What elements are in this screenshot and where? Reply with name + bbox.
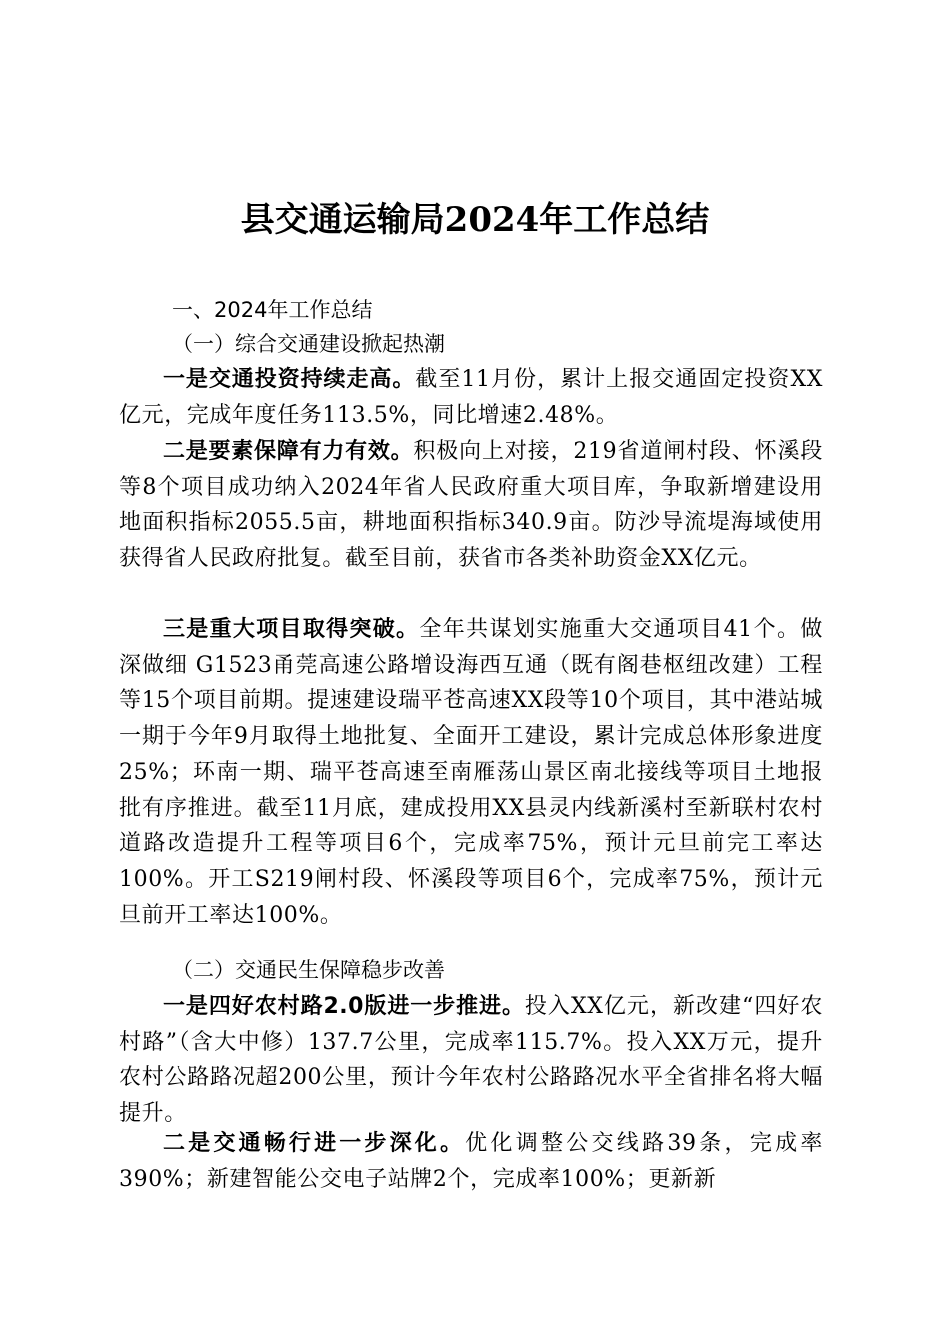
paragraph-body: 投入XX亿元，新改建“四好农村路”（含大中修）137.7公里，完成率115.7%。投入XX万元，提升农村公路路况超200公里，预计今年农村公路路况水平全省排名将大幅提升。 (119, 994, 823, 1127)
document-title: 县交通运输局2024年工作总结 (240, 200, 710, 240)
paragraph-body: 优化调整公交线路39条，完成率390%；新建智能公交电子站牌2个，完成率100%；更新新 (119, 1131, 823, 1192)
paragraph-lead: 一是四好农村路2.0版进一步推进。 (163, 994, 525, 1019)
paragraph (119, 989, 823, 1132)
paragraph-body: 截至11月份，累计上报交通固定投资XX亿元，完成年度任务113.5%，同比增速2.48%。 (119, 367, 823, 428)
paragraph (119, 434, 823, 577)
paragraph (119, 362, 823, 433)
paragraph-lead: 二是要素保障有力有效。 (163, 439, 414, 464)
subsection-heading: （二）交通民生保障稳步改善 (172, 958, 445, 982)
paragraph-lead: 三是重大项目取得突破。 (163, 617, 420, 642)
paragraph (119, 612, 823, 933)
subsection-heading: （一）综合交通建设掀起热潮 (172, 332, 445, 356)
paragraph-lead: 二是交通畅行进一步深化。 (163, 1131, 466, 1156)
paragraph-lead: 一是交通投资持续走高。 (163, 367, 416, 392)
paragraph (119, 1126, 823, 1197)
paragraph-body: 全年共谋划实施重大交通项目41个。做深做细 G1523甬莞高速公路增设海西互通（既有阁巷枢纽改建）工程等15个项目前期。提速建设瑞平苍高速XX段等10个项目，其中港站城一期于今年9月取得土地批复、全面开工建设，累计完成总体形象进度25%；环南一期、瑞平苍高速至南雁荡山景区南北接线等项目土地报批有序推进。截至11月底，建成投用XX县灵内线新溪村至新联村农村道路改造提升工程等项目6个，完成率75%，预计元旦前完工率达100%。开工S219闸村段、怀溪段等项目6个，完成率75%，预计元旦前开工率达100%。 (119, 617, 823, 928)
section-heading: 一、2024年工作总结 (172, 298, 373, 322)
paragraph-body: 积极向上对接，219省道闸村段、怀溪段等8个项目成功纳入2024年省人民政府重大项目库，争取新增建设用地面积指标2055.5亩，耕地面积指标340.9亩。防沙导流堤海域使用获得省人民政府批复。截至目前，获省市各类补助资金XX亿元。 (119, 439, 823, 572)
